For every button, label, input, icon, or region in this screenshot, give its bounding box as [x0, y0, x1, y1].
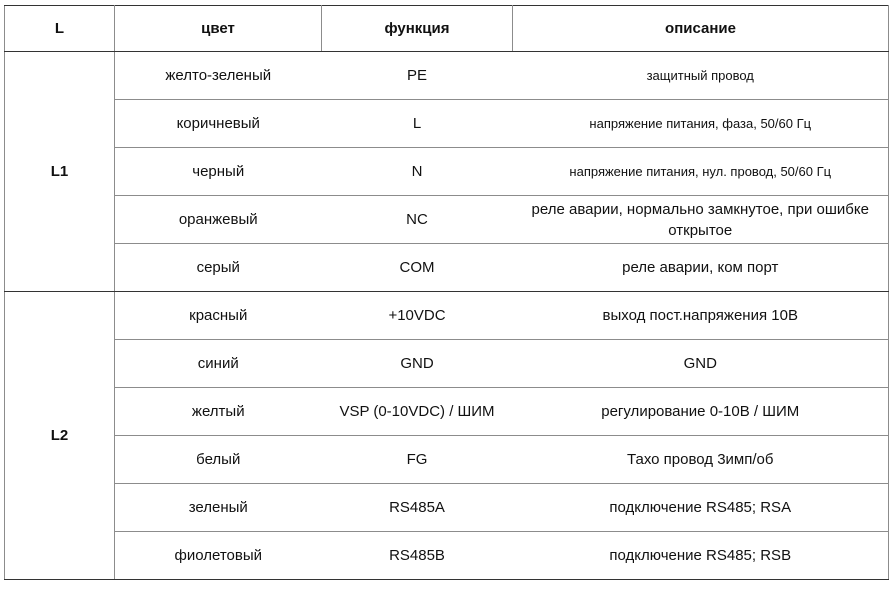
header-color: цвет [115, 6, 322, 52]
cell-description: реле аварии, ком порт [513, 244, 889, 292]
table-row [5, 484, 889, 532]
cell-color: зеленый [115, 484, 322, 532]
cell-color: оранжевый [115, 196, 322, 244]
wiring-table [4, 5, 889, 580]
cell-function: NC [322, 196, 513, 244]
cell-description: подключение RS485; RSA [513, 484, 889, 532]
table-row [5, 52, 889, 100]
table-header-row [5, 6, 889, 52]
cell-function: RS485A [322, 484, 513, 532]
cell-description: напряжение питания, нул. провод, 50/60 Гц [513, 148, 889, 196]
cell-color: фиолетовый [115, 532, 322, 580]
cell-color: белый [115, 436, 322, 484]
table-row [5, 532, 889, 580]
wiring-table-container [4, 5, 889, 580]
cell-function: PE [322, 52, 513, 100]
cell-description: подключение RS485; RSB [513, 532, 889, 580]
table-row [5, 196, 889, 244]
cell-function: GND [322, 340, 513, 388]
cell-description: защитный провод [513, 52, 889, 100]
cell-description: реле аварии, нормально замкнутое, при ошибке открытое [513, 196, 889, 244]
cell-function: COM [322, 244, 513, 292]
table-row [5, 340, 889, 388]
cell-function: L [322, 100, 513, 148]
cell-function: FG [322, 436, 513, 484]
table-row [5, 148, 889, 196]
cell-description: выход пост.напряжения 10В [513, 292, 889, 340]
cell-description: напряжение питания, фаза, 50/60 Гц [513, 100, 889, 148]
cell-description: Тахо провод 3имп/об [513, 436, 889, 484]
header-function: функция [322, 6, 513, 52]
header-group: L [5, 6, 115, 52]
group-label-l1: L1 [5, 52, 115, 292]
cell-color: серый [115, 244, 322, 292]
cell-function: N [322, 148, 513, 196]
cell-color: красный [115, 292, 322, 340]
cell-color: желто-зеленый [115, 52, 322, 100]
table-row [5, 100, 889, 148]
group-label-l2: L2 [5, 292, 115, 580]
cell-function: VSP (0-10VDC) / ШИМ [322, 388, 513, 436]
table-row [5, 388, 889, 436]
table-row [5, 292, 889, 340]
cell-color: коричневый [115, 100, 322, 148]
table-row [5, 244, 889, 292]
cell-function: RS485B [322, 532, 513, 580]
table-row [5, 436, 889, 484]
header-description: описание [513, 6, 889, 52]
cell-description: GND [513, 340, 889, 388]
cell-color: черный [115, 148, 322, 196]
cell-color: желтый [115, 388, 322, 436]
cell-description: регулирование 0-10В / ШИМ [513, 388, 889, 436]
cell-color: синий [115, 340, 322, 388]
cell-function: +10VDC [322, 292, 513, 340]
